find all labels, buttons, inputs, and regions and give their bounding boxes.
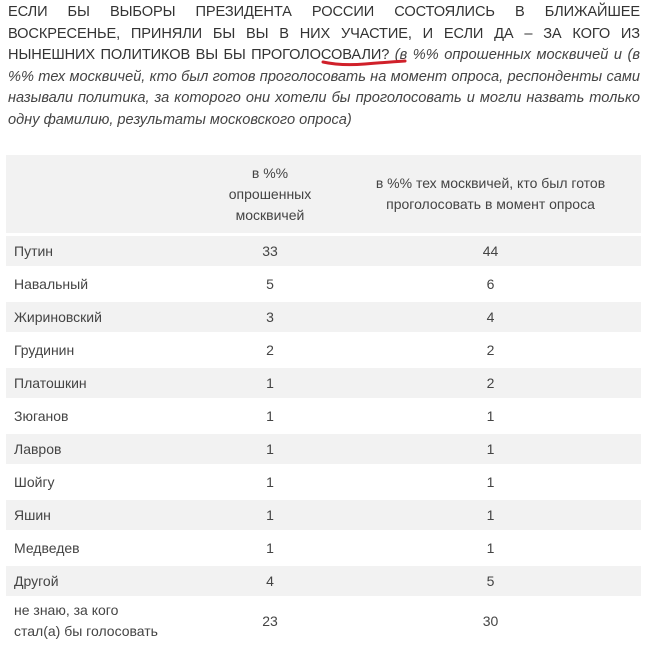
cell-all-percent: 1 — [200, 533, 340, 563]
table-row — [6, 533, 641, 563]
cell-all-percent: 33 — [200, 236, 340, 266]
cell-all-percent: 1 — [200, 368, 340, 398]
cell-politician-name: Путин — [6, 236, 200, 266]
cell-ready-percent: 1 — [340, 500, 641, 530]
table-row — [6, 401, 641, 431]
cell-all-percent: 1 — [200, 500, 340, 530]
cell-politician-name: Навальный — [6, 269, 200, 299]
table-row — [6, 434, 641, 464]
cell-all-percent: 1 — [200, 434, 340, 464]
cell-all-percent: 1 — [200, 401, 340, 431]
cell-ready-percent: 1 — [340, 434, 641, 464]
cell-politician-name: Жириновский — [6, 302, 200, 332]
red-underline-annotation — [321, 57, 407, 67]
cell-ready-percent: 30 — [340, 599, 641, 643]
cell-ready-percent: 1 — [340, 533, 641, 563]
cell-ready-percent: 6 — [340, 269, 641, 299]
question-italic-b: и — [608, 47, 622, 64]
cell-politician-name: Медведев — [6, 533, 200, 563]
table-row — [6, 566, 641, 596]
cell-politician-name: Грудинин — [6, 335, 200, 365]
cell-all-percent: 5 — [200, 269, 340, 299]
cell-ready-percent: 44 — [340, 236, 641, 266]
cell-politician-name: Лавров — [6, 434, 200, 464]
table-row — [6, 335, 641, 365]
cell-all-percent: 3 — [200, 302, 340, 332]
table-row — [6, 269, 641, 299]
header-name — [6, 155, 200, 233]
cell-ready-percent: 2 — [340, 335, 641, 365]
table-row — [6, 236, 641, 266]
table-header-row — [6, 155, 641, 233]
cell-ready-percent: 1 — [340, 467, 641, 497]
cell-politician-name: Платошкин — [6, 368, 200, 398]
results-table — [6, 152, 641, 646]
table-row — [6, 599, 641, 643]
question-italic-a: в %% опрошенных — [399, 47, 537, 64]
cell-ready-percent: 1 — [340, 401, 641, 431]
cell-all-percent: 23 — [200, 599, 340, 643]
cell-all-percent: 4 — [200, 566, 340, 596]
header-ready-to-vote: в %% тех москвичей, кто был готов проголосовать в момент опроса — [340, 155, 641, 233]
question-italic-open: ( — [389, 47, 400, 64]
cell-ready-percent: 4 — [340, 302, 641, 332]
table-body — [6, 236, 641, 643]
table-row — [6, 368, 641, 398]
table-row — [6, 302, 641, 332]
cell-politician-name: Шойгу — [6, 467, 200, 497]
table-row — [6, 500, 641, 530]
cell-ready-percent: 5 — [340, 566, 641, 596]
cell-ready-percent: 2 — [340, 368, 641, 398]
cell-all-percent: 2 — [200, 335, 340, 365]
cell-all-percent: 1 — [200, 467, 340, 497]
header-all-muscovites: в %% опрошенных москвичей — [200, 155, 340, 233]
cell-politician-name: Другой — [6, 566, 200, 596]
question-caps: ЕСЛИ БЫ ВЫБОРЫ ПРЕЗИДЕНТА РОССИИ СОСТОЯЛИСЬ В БЛИЖАЙШЕЕ ВОСКРЕСЕНЬЕ, ПРИНЯЛИ БЫ ВЫ В НИХ УЧАСТИЕ, И ЕСЛИ ДА – ЗА КОГО ИЗ НЫНЕШНИХ ПОЛИТИКОВ ВЫ БЫ ПРОГОЛОСОВАЛИ? — [8, 4, 640, 64]
cell-politician-name: не знаю, за кого стал(а) бы голосовать — [6, 599, 200, 643]
question-italic-c: (в %% тех москвичей, кто был готов проголосовать на момент опроса, респонденты сами называли политика, за которого они хотели бы проголосовать и могли назвать только одну фамилию, результаты московского опроса) — [8, 47, 640, 128]
question-underlined-word: москвичей — [536, 47, 609, 64]
table-row — [6, 467, 641, 497]
cell-politician-name: Зюганов — [6, 401, 200, 431]
cell-politician-name: Яшин — [6, 500, 200, 530]
